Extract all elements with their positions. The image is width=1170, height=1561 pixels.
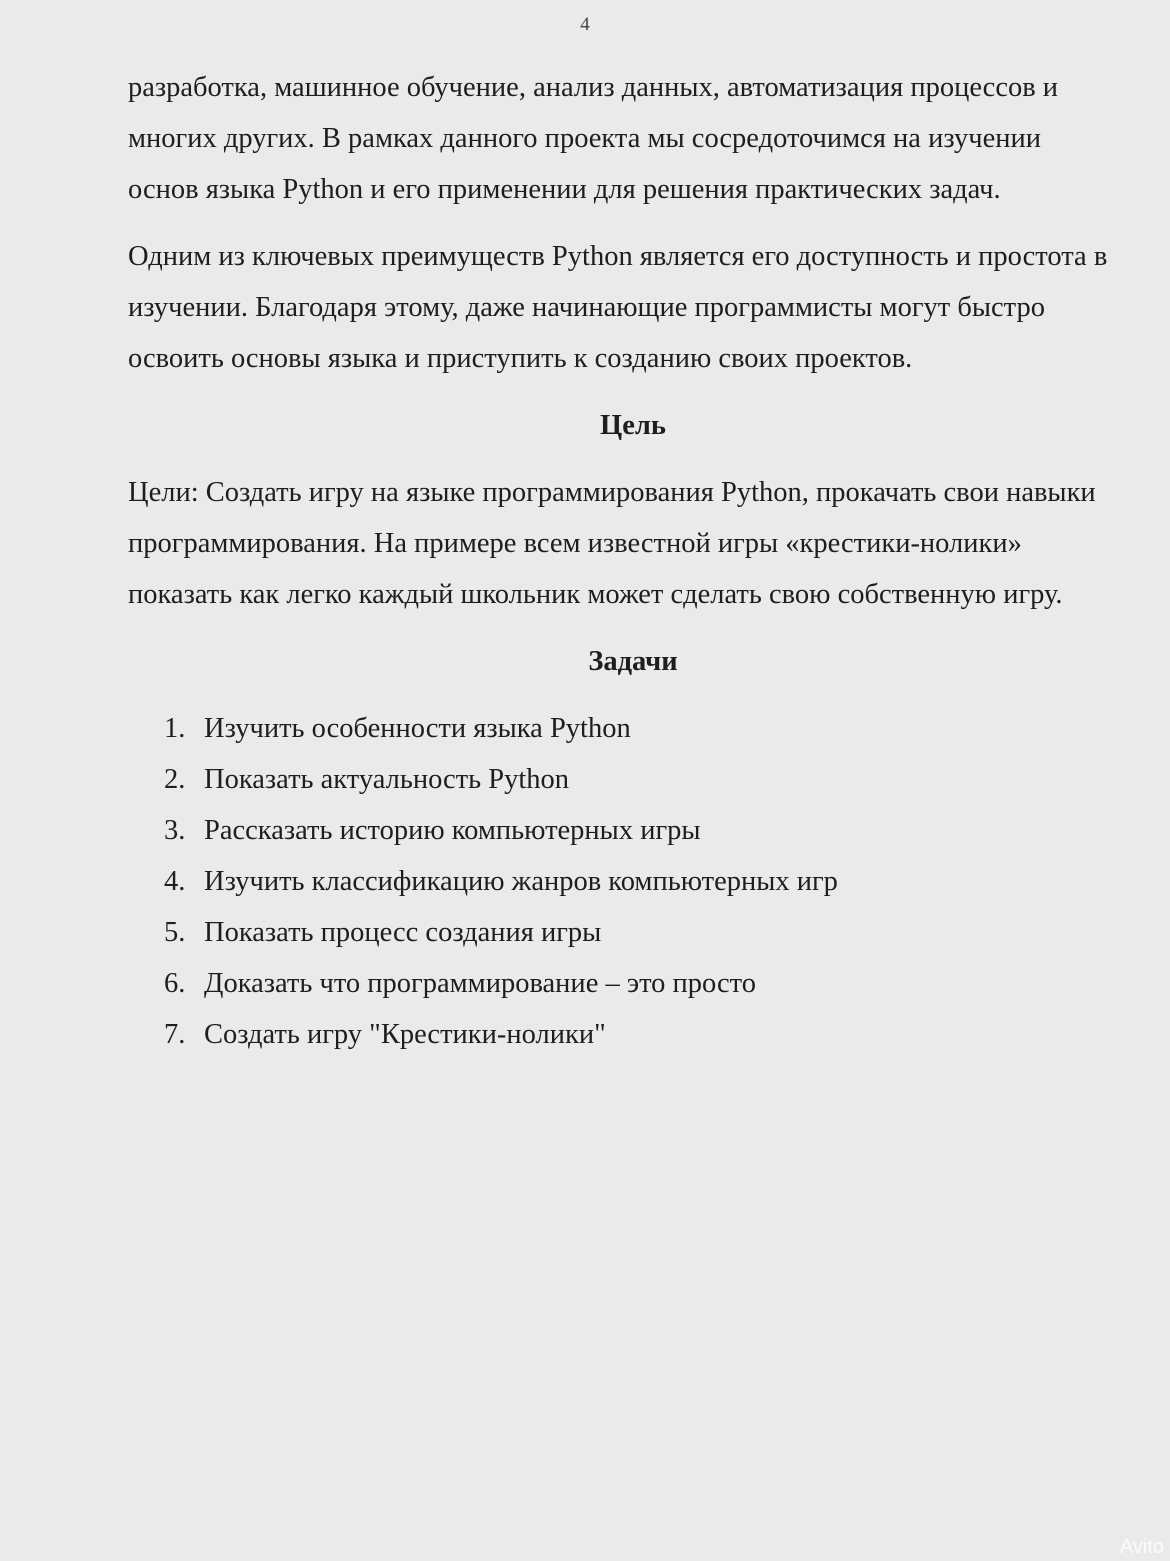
paragraph-goal [128,467,1158,620]
text-line: показать как легко каждый школьник может сделать свою собственную игру. [128,579,1063,610]
list-item-number: 3. [164,815,186,846]
list-item [164,1009,1158,1060]
text-line: Цели: Создать игру на языке программирования Python, прокачать свои навыки [128,477,1096,508]
list-item-text: Создать игру "Крестики-нолики" [204,1019,606,1050]
text-line: многих других. В рамках данного проекта мы сосредоточимся на изучении [128,123,1041,154]
text-line: освоить основы языка и приступить к созданию своих проектов. [128,343,913,374]
list-item [164,856,1158,907]
text-line: Одним из ключевых преимуществ Python является его доступность и простота в [128,241,1108,272]
text-line: программирования. На примере всем известной игры «крестики-нолики» [128,528,1022,559]
watermark-logo: Avito [1119,1536,1164,1558]
list-item-number: 2. [164,764,186,795]
text-line: основ языка Python и его применении для решения практических задач. [128,174,1001,205]
text-line: разработка, машинное обучение, анализ данных, автоматизация процессов и [128,72,1059,103]
list-item-text: Показать процесс создания игры [204,917,602,948]
goal-heading: Цель [600,410,666,441]
list-item [164,703,1158,754]
tasks-list [128,703,1158,1060]
tasks-heading: Задачи [588,646,678,677]
page-number: 4 [580,14,590,35]
list-item-text: Доказать что программирование – это просто [204,968,756,999]
text-line: изучении. Благодаря этому, даже начинающие программисты могут быстро [128,292,1045,323]
list-item [164,907,1158,958]
paragraph-advantages [128,231,1158,384]
list-item-text: Рассказать историю компьютерных игры [204,815,701,846]
list-item-number: 4. [164,866,186,897]
list-item-number: 7. [164,1019,186,1050]
list-item [164,754,1158,805]
list-item-number: 6. [164,968,186,999]
list-item-text: Показать актуальность Python [204,764,570,795]
list-item-text: Изучить классификацию жанров компьютерных игр [204,866,838,897]
paragraph-intro [128,62,1158,215]
list-item [164,958,1158,1009]
list-item-number: 1. [164,713,186,744]
list-item-number: 5. [164,917,186,948]
page-content [128,62,1158,1060]
list-item [164,805,1158,856]
list-item-text: Изучить особенности языка Python [204,713,631,744]
